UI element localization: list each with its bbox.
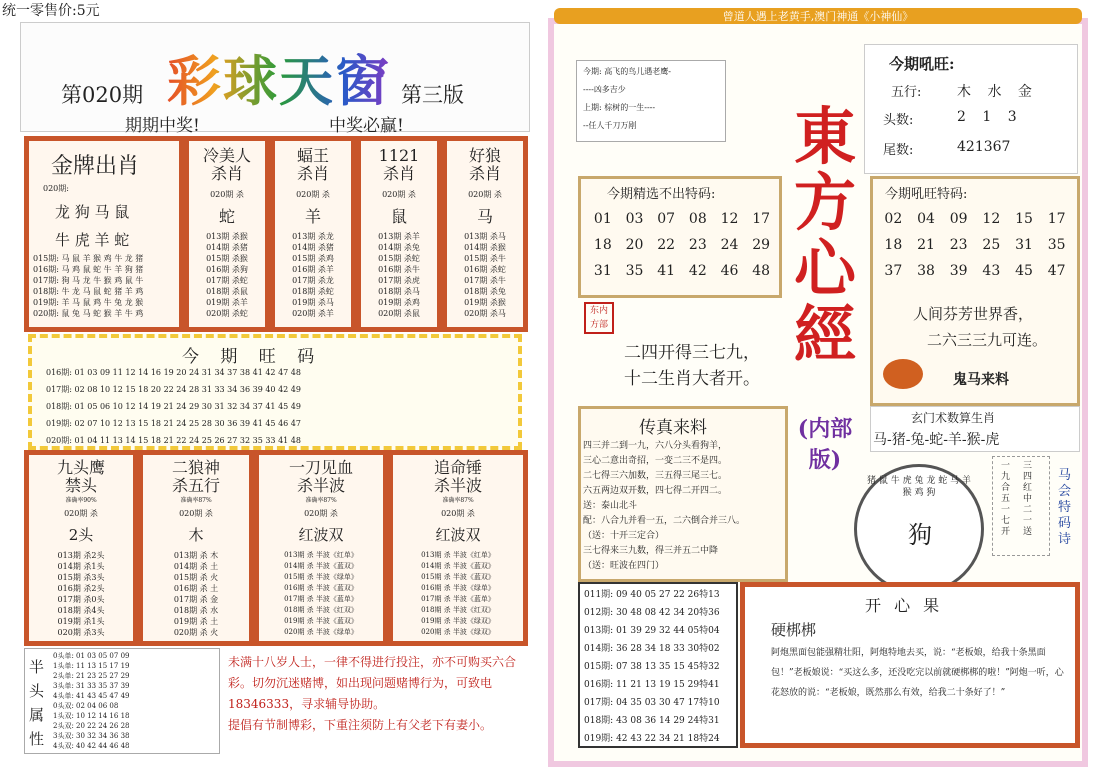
kill-row: 015期 杀猴 xyxy=(206,254,248,263)
big-title: 東方心經 xyxy=(793,100,856,371)
kill-row: 017期 杀蛇 xyxy=(206,276,248,285)
gold-history-row: 019期: 羊 马 鼠 鸡 牛 兔 龙 猴 xyxy=(33,298,144,307)
four-row: 015期 杀 火 xyxy=(173,573,219,582)
four-row: 017期 杀 金 xyxy=(173,595,219,604)
gold-history-row: 017期: 狗 马 龙 牛 猴 鸡 鼠 牛 xyxy=(33,276,144,285)
four-row: 016期 杀 半波《绿单》 xyxy=(421,584,495,592)
kill-col-h2: 杀肖 xyxy=(468,164,501,183)
hou-title: 今期吼旺特码: xyxy=(885,187,968,202)
four-col-rate: 准确率87% xyxy=(442,497,474,504)
kill-row: 018期 杀蛇 xyxy=(292,287,334,296)
notout-num: 46 xyxy=(720,263,739,279)
stamp: 东内方部 xyxy=(584,302,614,334)
chuanzhen-line: 送：泰山北斗 xyxy=(583,501,638,511)
hou-num: 31 xyxy=(1015,237,1033,253)
hou-num: 39 xyxy=(949,263,968,279)
kill-row: 014期 杀猪 xyxy=(292,243,334,252)
slogan-left: 期期中奖! xyxy=(125,116,200,136)
wuxing-label: 五行: xyxy=(891,85,922,100)
history-panel xyxy=(578,582,738,748)
notout-num: 35 xyxy=(625,263,644,279)
kaixin-panel xyxy=(740,582,1080,748)
kill-col-ans: 蛇 xyxy=(218,207,235,226)
gold-line2: 牛 虎 羊 蛇 xyxy=(55,231,130,249)
kill-row: 016期 杀牛 xyxy=(378,265,420,274)
notout-num: 07 xyxy=(657,211,676,227)
four-row: 018期 杀4头 xyxy=(57,606,105,615)
notice-text xyxy=(228,652,524,736)
notout-num: 23 xyxy=(688,237,707,253)
kill-row: 013期 杀龙 xyxy=(292,232,334,241)
chuanzhen-title: 传真来料 xyxy=(639,418,707,438)
hou-num: 18 xyxy=(884,237,903,253)
four-row: 014期 杀 土 xyxy=(173,562,219,571)
kill-row: 015期 杀蛇 xyxy=(378,254,420,263)
kill-row: 019期 杀马 xyxy=(292,298,334,307)
four-col-ans: 红波双 xyxy=(298,526,344,544)
gold-title: 金牌出肖 xyxy=(51,154,140,179)
four-col-rows xyxy=(259,550,383,638)
four-col-sub: 020期 杀 xyxy=(64,509,98,518)
kill-col-ans: 鼠 xyxy=(390,207,407,226)
half-row: 1头双: 10 12 14 16 18 xyxy=(53,712,130,720)
kill-row: 016期 杀狗 xyxy=(206,265,248,274)
zodiac-wheel-ring: 猪 鼠 牛 虎 兔 龙 蛇 马 羊 猴 鸡 狗 xyxy=(867,476,971,498)
four-row: 016期 杀 土 xyxy=(173,584,219,593)
left-header xyxy=(20,22,530,136)
price-label: 统一零售价:5元 xyxy=(2,3,100,19)
history-row: 012期: 30 48 08 42 34 20特36 xyxy=(584,608,720,618)
kill-row: 018期 杀马 xyxy=(378,287,420,296)
kill-row: 017期 杀牛 xyxy=(464,276,506,285)
kill-col-h1: 好狼 xyxy=(468,146,501,165)
kill-col-1 xyxy=(270,136,356,332)
half-row: 2头双: 20 22 24 26 28 xyxy=(53,722,130,730)
kill-col-h1: 蝠王 xyxy=(296,146,329,165)
gold-issue: 020期: xyxy=(43,184,69,193)
gold-history-row: 018期: 牛 龙 马 鼠 蛇 猪 羊 鸡 xyxy=(33,287,144,296)
four-row: 014期 杀 半波《蓝双》 xyxy=(421,562,495,570)
kill-row: 013期 杀羊 xyxy=(378,232,420,241)
notout-num: 01 xyxy=(593,211,612,227)
four-col-rate: 准确率87% xyxy=(180,497,212,504)
four-col-h2: 杀半波 xyxy=(433,476,482,495)
four-row: 020期 杀 半波《绿双》 xyxy=(421,628,495,636)
notout-num: 22 xyxy=(657,237,676,253)
four-col-2 xyxy=(254,450,388,646)
four-row: 015期 杀 半波《绿单》 xyxy=(284,573,358,581)
chuanzhen-line: 四三并二到一九，六八分头看狗羊， xyxy=(583,441,728,451)
kill-row: 019期 杀鸡 xyxy=(378,298,420,307)
toushu-value: 2 1 3 xyxy=(957,109,1023,125)
weishu-label: 尾数: xyxy=(883,143,914,158)
kill-col-h2: 杀肖 xyxy=(382,164,415,183)
gold-history-row: 020期: 鼠 兔 马 蛇 猴 羊 牛 鸡 xyxy=(33,309,144,318)
kill-col-rows xyxy=(447,231,523,319)
notout-num: 31 xyxy=(593,263,612,279)
kill-col-sub: 020期 杀 xyxy=(296,190,330,199)
wang-box xyxy=(864,44,1078,174)
half-rows xyxy=(53,651,129,751)
four-row: 019期 杀 土 xyxy=(173,617,219,626)
four-col-1 xyxy=(138,450,254,646)
four-row: 013期 杀 半波《红单》 xyxy=(421,551,495,559)
hou-num: 02 xyxy=(884,211,903,227)
notout-title: 今期精选不出特码: xyxy=(607,187,716,202)
poem-box xyxy=(578,302,782,406)
four-col-sub: 020期 杀 xyxy=(441,509,475,518)
vertical-right: 马会特码诗 xyxy=(1058,468,1072,547)
wuxing-value: 木 水 金 xyxy=(957,84,1038,100)
kill-col-rows xyxy=(361,231,437,319)
notout-num: 48 xyxy=(752,263,771,279)
kill-col-ans: 马 xyxy=(476,207,493,226)
four-col-rate: 准确率90% xyxy=(65,497,97,504)
chuanzhen-line: 三七得来三九数，得三并五二中降 xyxy=(583,546,719,556)
banner: 曾道人遇上老黄手,澳门神通《小神仙》 xyxy=(554,8,1082,24)
kill-col-rows xyxy=(189,231,265,319)
main-title: 彩球天窗 xyxy=(149,51,409,111)
toushu-label: 头数: xyxy=(883,113,914,128)
four-row: 018期 杀 半波《红双》 xyxy=(421,606,495,614)
hou-num: 23 xyxy=(949,237,968,253)
big-subtitle: (内部版) xyxy=(797,416,853,473)
four-col-h1: 二狼神 xyxy=(171,458,220,477)
right-page xyxy=(548,10,1088,767)
riddle-line: ----凶多吉少 xyxy=(583,85,626,94)
hou-num: 43 xyxy=(982,263,1001,279)
joke-title: 硬梆梆 xyxy=(771,621,817,639)
kill-row: 018期 杀鼠 xyxy=(206,287,248,296)
vertical-mid-col: 一九合五一七开 xyxy=(1001,461,1011,537)
kill-col-rows xyxy=(275,231,351,319)
hou-grid xyxy=(877,211,1073,279)
four-col-rows xyxy=(143,550,249,638)
four-col-rows xyxy=(393,550,523,638)
hou-num: 38 xyxy=(917,263,935,279)
left-page xyxy=(0,0,545,767)
hou-num: 35 xyxy=(1047,237,1066,253)
four-col-h1: 一刀见血 xyxy=(288,458,353,477)
kill-row: 017期 杀虎 xyxy=(378,276,420,285)
vertical-mid-col: 三四红中二一送 xyxy=(1023,461,1033,537)
notout-num: 17 xyxy=(752,211,771,227)
four-col-ans: 2头 xyxy=(68,526,94,544)
xuanmen-title: 玄门术数算生肖 xyxy=(911,411,996,425)
hou-num: 15 xyxy=(1015,211,1033,227)
poem3: 人间芬芳世界香， xyxy=(913,305,1034,323)
kill-row: 020期 杀蛇 xyxy=(206,309,248,318)
kill-row: 020期 杀羊 xyxy=(292,309,334,318)
wang-row: 016期: 01 03 09 11 12 14 16 19 20 24 31 34 37 38 41 42 47 48 xyxy=(46,368,301,377)
history-row: 015期: 07 38 13 35 15 45特32 xyxy=(584,662,720,672)
chuanzhen-line: 三心二意出奇招，一变二三不是四。 xyxy=(583,456,728,466)
kill-col-0 xyxy=(184,136,270,332)
chuanzhen-lines xyxy=(583,439,787,574)
hou-num: 12 xyxy=(982,211,1001,227)
four-col-h2: 杀半波 xyxy=(296,476,345,495)
history-row: 011期: 09 40 05 27 22 26特13 xyxy=(584,590,720,600)
half-row: 4头双: 40 42 44 46 48 xyxy=(53,742,130,750)
chuanzhen-line: （送：十开三定合） xyxy=(583,531,665,541)
chuanzhen-panel xyxy=(578,406,788,582)
hou-num: 09 xyxy=(949,211,968,227)
notout-num: 42 xyxy=(688,263,707,279)
four-col-rows xyxy=(29,550,133,638)
history-row: 016期: 11 21 13 19 15 29特41 xyxy=(584,680,720,690)
chuanzhen-line: 六五两边双开数，四七得二开四二。 xyxy=(583,486,728,496)
history-row: 014期: 36 28 34 18 33 30特02 xyxy=(584,644,720,654)
kill-row: 017期 杀龙 xyxy=(292,276,334,285)
four-row: 020期 杀 半波《绿单》 xyxy=(284,628,358,636)
gold-line1: 龙 狗 马 鼠 xyxy=(55,203,130,221)
wang-ma-panel xyxy=(28,334,522,450)
kill-row: 019期 杀猴 xyxy=(464,298,506,307)
half-row: 2头单: 21 23 25 27 29 xyxy=(53,672,130,680)
joke-text: 阿炮黑面包能强精壮阳，阿炮特地去买，说：“老板娘，给我十条黑面包！”老板娘说：“买这么多，还没吃完以前就硬梆梆的啦！”阿炮一听，心花怒放的说：“老板娘，既然那么有效，给我二十条好了！” xyxy=(771,648,1064,698)
four-col-rate: 准确率87% xyxy=(305,497,337,504)
four-row: 020期 杀3头 xyxy=(57,628,105,637)
four-row: 020期 杀 火 xyxy=(173,628,219,637)
notout-num: 03 xyxy=(625,211,644,227)
tiger-label: 鬼马来料 xyxy=(953,372,1009,388)
riddle-line: --任人千刀万剐 xyxy=(583,121,637,130)
hou-num: 47 xyxy=(1047,263,1066,279)
four-row: 017期 杀 半波《蓝单》 xyxy=(421,595,495,603)
four-col-0 xyxy=(24,450,138,646)
four-col-h2: 杀五行 xyxy=(171,476,220,495)
notout-num: 24 xyxy=(720,237,739,253)
gold-history-row: 016期: 马 鸡 鼠 蛇 牛 羊 狗 猪 xyxy=(33,265,144,274)
history-row: 017期: 04 35 03 30 47 17特10 xyxy=(584,698,720,708)
notout-num: 18 xyxy=(593,237,612,253)
four-col-h2: 禁头 xyxy=(64,476,97,495)
kill-col-ans: 羊 xyxy=(304,207,321,226)
four-row: 014期 杀 半波《蓝双》 xyxy=(284,562,358,570)
four-row: 013期 杀 木 xyxy=(173,551,219,560)
poem1: 二四开得三七九， xyxy=(624,343,760,363)
gold-history-row: 015期: 马 鼠 羊 猴 鸡 牛 龙 猪 xyxy=(33,254,144,263)
hou-num: 45 xyxy=(1015,263,1033,279)
four-col-sub: 020期 杀 xyxy=(304,509,338,518)
kill-row: 014期 杀猴 xyxy=(464,243,506,252)
half-panel xyxy=(24,648,220,754)
notout-num: 29 xyxy=(752,237,771,253)
riddle-box xyxy=(576,60,726,142)
kill-row: 015期 杀鸡 xyxy=(292,254,334,263)
four-row: 013期 杀2头 xyxy=(57,551,105,560)
kill-row: 018期 杀兔 xyxy=(464,287,506,296)
half-row: 3头双: 30 32 34 36 38 xyxy=(53,732,130,740)
vertical-mid xyxy=(992,456,1050,556)
four-col-ans: 木 xyxy=(188,526,204,544)
zodiac-wheel xyxy=(854,464,984,594)
kill-row: 014期 杀兔 xyxy=(378,243,420,252)
gold-history xyxy=(33,253,179,319)
weishu-value: 421367 xyxy=(957,139,1011,155)
chuanzhen-line: 二七得三六加数，三五得三尾三七。 xyxy=(583,471,728,481)
riddle-line: 今期: 高飞的鸟儿遇老鹰- xyxy=(583,67,671,76)
four-row: 015期 杀3头 xyxy=(57,573,105,582)
chuanzhen-line: 配：八合九并看一五，二六倒合并三八。 xyxy=(583,516,746,526)
kill-row: 015期 杀牛 xyxy=(464,254,506,263)
four-row: 014期 杀1头 xyxy=(57,562,105,571)
history-row: 018期: 43 08 36 14 29 24特31 xyxy=(584,716,720,726)
kill-col-sub: 020期 杀 xyxy=(468,190,502,199)
wang-row: 017期: 02 08 10 12 15 18 20 22 24 28 31 33 34 36 39 40 42 49 xyxy=(46,385,301,394)
xuanmen-ans: 马-猪-兔-蛇-羊-猴-虎 xyxy=(873,432,1000,448)
four-row: 016期 杀 半波《蓝双》 xyxy=(284,584,358,592)
four-row: 017期 杀0头 xyxy=(57,595,105,604)
four-row: 013期 杀 半波《红单》 xyxy=(284,551,358,559)
four-row: 019期 杀 半波《蓝双》 xyxy=(284,617,358,625)
wang-row: 020期: 01 04 11 13 14 15 18 21 22 24 25 26 27 32 35 33 41 48 xyxy=(46,436,301,445)
four-col-ans: 红波双 xyxy=(435,526,481,544)
wang-title: 今期吼旺: xyxy=(889,55,955,73)
four-row: 018期 杀 水 xyxy=(173,606,219,615)
kill-col-h1: 冷美人 xyxy=(202,146,251,165)
hou-num: 25 xyxy=(982,237,1001,253)
hou-num: 37 xyxy=(884,263,903,279)
notout-num: 20 xyxy=(625,237,644,253)
half-row: 4头单: 41 43 45 47 49 xyxy=(53,692,130,700)
four-col-h1: 九头鹰 xyxy=(56,458,105,477)
notice-main: 未满十八岁人士，一律不得进行投注，亦不可购买六合彩。切勿沉迷赌博，如出现问题赌博行为，可致电18346333，寻求辅导协助。 xyxy=(228,655,517,711)
chuanzhen-line: （送：旺波在四门） xyxy=(583,561,665,571)
wang-row: 019期: 02 07 10 12 13 15 18 21 24 25 28 30 36 39 41 45 46 47 xyxy=(46,419,301,428)
four-row: 019期 杀 半波《绿双》 xyxy=(421,617,495,625)
half-row: 0头双: 02 04 06 08 xyxy=(53,702,119,710)
four-col-3 xyxy=(388,450,528,646)
kill-col-2 xyxy=(356,136,442,332)
half-row: 1头单: 11 13 15 17 19 xyxy=(53,662,130,670)
tiger-icon xyxy=(883,359,923,389)
notice-sub: 提倡有节制博彩，下重注须防上有父老下有妻小。 xyxy=(228,718,493,732)
kill-col-3 xyxy=(442,136,528,332)
history-row: 013期: 01 39 29 32 44 05特04 xyxy=(584,626,720,636)
hou-num: 04 xyxy=(917,211,935,227)
four-col-h1: 追命锤 xyxy=(433,458,482,477)
half-row: 3头单: 31 33 35 37 39 xyxy=(53,682,130,690)
slogan-right: 中奖必赢! xyxy=(329,116,404,136)
hou-num: 17 xyxy=(1047,211,1066,227)
poem4: 二六三三九可连。 xyxy=(927,331,1048,349)
zodiac-wheel-center: 狗 xyxy=(908,521,932,549)
xuanmen-box xyxy=(870,406,1080,452)
notout-num: 08 xyxy=(688,211,707,227)
kill-row: 014期 杀猪 xyxy=(206,243,248,252)
issue-label: 第020期 xyxy=(61,83,144,107)
kill-col-h2: 杀肖 xyxy=(296,164,329,183)
kill-col-h1: 1121 xyxy=(378,146,420,165)
kill-col-sub: 020期 杀 xyxy=(382,190,416,199)
gold-panel xyxy=(24,136,184,332)
half-label: 半头属性 xyxy=(29,658,45,748)
four-row: 016期 杀2头 xyxy=(57,584,105,593)
four-row: 018期 杀 半波《红双》 xyxy=(284,606,358,614)
notout-num: 12 xyxy=(720,211,739,227)
four-row: 019期 杀1头 xyxy=(57,617,105,626)
history-row: 019期: 42 43 22 34 21 18特24 xyxy=(584,734,720,744)
kaixin-title: 开 心 果 xyxy=(865,596,944,615)
notout-panel xyxy=(578,176,782,298)
kill-row: 020期 杀马 xyxy=(464,309,506,318)
kill-col-h2: 杀肖 xyxy=(210,164,243,183)
wang-row: 018期: 01 05 06 10 12 14 19 21 24 29 30 31 32 34 37 41 45 49 xyxy=(46,402,301,411)
kill-row: 019期 杀羊 xyxy=(206,298,248,307)
poem2: 十二生肖大者开。 xyxy=(624,369,760,389)
kill-row: 016期 杀蛇 xyxy=(464,265,506,274)
hou-num: 21 xyxy=(917,237,935,253)
notout-num: 41 xyxy=(657,263,676,279)
wang-ma-rows xyxy=(46,364,301,449)
kill-col-sub: 020期 杀 xyxy=(210,190,244,199)
notout-grid xyxy=(587,211,777,279)
kill-row: 020期 杀鼠 xyxy=(378,309,420,318)
four-row: 017期 杀 半波《蓝单》 xyxy=(284,595,358,603)
riddle-line: 上期: 棕树的一生---- xyxy=(583,103,656,112)
wang-ma-title: 今 期 旺 码 xyxy=(182,347,323,367)
four-row: 015期 杀 半波《蓝双》 xyxy=(421,573,495,581)
kill-row: 016期 杀羊 xyxy=(292,265,334,274)
four-col-sub: 020期 杀 xyxy=(179,509,213,518)
edition-label: 第三版 xyxy=(401,83,464,107)
half-row: 0头单: 01 03 05 07 09 xyxy=(53,652,130,660)
kill-row: 013期 杀马 xyxy=(464,232,506,241)
kill-row: 013期 杀猴 xyxy=(206,232,248,241)
hou-panel xyxy=(870,176,1080,406)
